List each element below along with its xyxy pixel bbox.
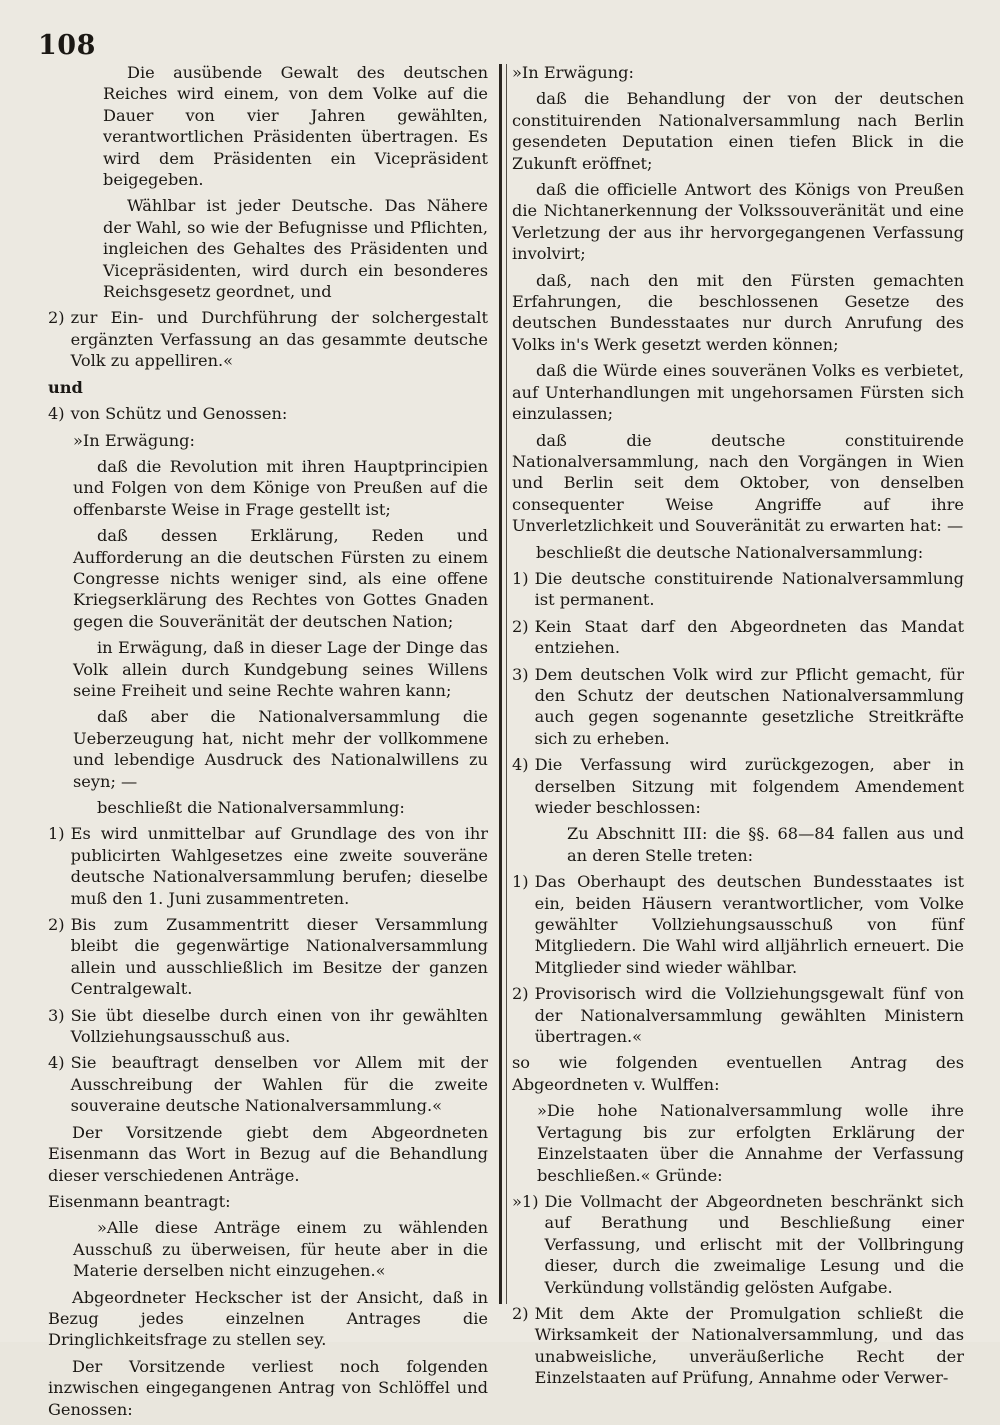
item-text: zur Ein- und Durchführung der solchergestalt ergänzten Verfassung an das gesammte deutsche Volk zu appelliren.« [70, 308, 488, 371]
numbered-item [48, 403, 488, 424]
paragraph: Eisenmann beantragt: [48, 1191, 231, 1211]
item-text: Es wird unmittelbar auf Grundlage des von ihr publicirten Wahlgesetzes eine zweite souveräne deutsche Nationalversammlung berufen; dieselbe muß den 1. Juni zusammentreten. [70, 824, 488, 908]
item-number: 1) [48, 824, 65, 844]
numbered-item [512, 1191, 964, 1298]
paragraph: Der Vorsitzende giebt dem Abgeordneten Eisenmann das Wort in Bezug auf die Behandlung dieser verschiedenen Anträge. [48, 1122, 488, 1185]
numbered-item [48, 307, 488, 371]
item-number: 2) [48, 308, 65, 328]
paragraph: Der Vorsitzende verliest noch folgenden inzwischen eingegangenen Antrag von Schlöffel und Genossen: [48, 1356, 488, 1419]
paragraph: daß aber die Nationalversammlung die Ueberzeugung hat, nicht mehr der vollkommene und lebendige Ausdruck des Nationalwillens zu seyn; — [73, 707, 488, 791]
item-text: Sie übt dieselbe durch einen von ihr gewählten Vollziehungsausschuß aus. [70, 1005, 488, 1047]
numbered-item [48, 1052, 488, 1116]
item-text: von Schütz und Genossen: [70, 404, 288, 424]
item-text: Das Oberhaupt des deutschen Bundesstaates ist ein, beiden Häusern verantwortlicher, vom Volke gewählter Vollziehungsausschuß von fünf Mitgliedern. Die Wahl wird alljährlich erneuert. Die Mitglieder sind wieder wählbar. [534, 872, 964, 977]
paragraph: Zu Abschnitt III: die §§. 68—84 fallen aus und an deren Stelle treten: [567, 824, 964, 865]
numbered-item [512, 568, 964, 611]
paragraph: »Alle diese Anträge einem zu wählenden Ausschuß zu überweisen, für heute aber in die Materie derselben nicht einzugehen.« [73, 1218, 488, 1281]
paragraph: Wählbar ist jeder Deutsche. Das Nähere der Wahl, so wie der Befugnisse und Pflichten, ingleichen des Gehaltes des Präsidenten und Vicepräsidenten, wird durch ein besonderes Reichsgesetz geordnet, und [103, 196, 488, 302]
item-number: 2) [512, 616, 529, 636]
paragraph: beschließt die Nationalversammlung: [97, 798, 405, 817]
paragraph: beschließt die deutsche Nationalversammlung: [536, 542, 924, 562]
item-text: Bis zum Zusammentritt dieser Versammlung bleibt die gegenwärtige Nationalversammlung allein und ausschließlich im Besitze der ganzen Centralgewalt. [70, 915, 488, 999]
paragraph: »In Erwägung: [73, 430, 195, 450]
item-number: 1) [512, 568, 529, 588]
item-text: Die deutsche constituirende Nationalversammlung ist permanent. [534, 568, 964, 610]
item-number: 1) [512, 872, 529, 892]
item-number: 2) [512, 984, 529, 1004]
paragraph: »Die hohe Nationalversammlung wolle ihre Vertagung bis zur erfolgten Erklärung der Einzelstaaten über die Annahme der Verfassung beschließen.« Gründe: [537, 1101, 964, 1185]
paragraph: in Erwägung, daß in dieser Lage der Dinge das Volk allein durch Kundgebung seines Willens seine Freiheit und seine Rechte wahren kann; [73, 638, 488, 700]
item-number: 4) [48, 404, 65, 424]
item-text: Provisorisch wird die Vollziehungsgewalt fünf von der Nationalversammlung gewählten Ministern übertragen.« [534, 984, 964, 1047]
paragraph: daß die Würde eines souveränen Volks es verbietet, auf Unterhandlungen mit ungehorsamen Fürsten sich einzulassen; [512, 361, 964, 424]
item-text: Die Verfassung wird zurückgezogen, aber in derselben Sitzung mit folgendem Amendement wieder beschlossen: [534, 755, 964, 817]
paragraph: daß die deutsche constituirende Nationalversammlung, nach den Vorgängen in Wien und Berlin seit dem Oktober, von denselben consequenter Weise Angriffe auf ihre Unverletzlichkeit und Souveränität zu erwarten hat: — [512, 430, 964, 536]
page-number: 108 [38, 30, 96, 61]
paragraph: daß dessen Erklärung, Reden und Aufforderung an die deutschen Fürsten zu einem Congresse nichts weniger sind, als eine offene Kriegserklärung des Rechtes von Gottes Gnaden gegen die Souveränität der deutschen Nation; [73, 526, 488, 631]
paragraph: Abgeordneter Heckscher ist der Ansicht, daß in Bezug jedes einzelnen Antrages die Dringlichkeitsfrage zu stellen sey. [48, 1287, 488, 1350]
paragraph: und [48, 377, 83, 397]
paragraph: Die ausübende Gewalt des deutschen Reiches wird einem, von dem Volke auf die Dauer von vier Jahren gewählten, verantwortlichen Präsidenten übertragen. Es wird dem Präsidenten ein Vicepräsident beigegeben. [103, 63, 488, 190]
paragraph: daß die officielle Antwort des Königs von Preußen die Nichtanerkennung der Volkssouveränität und eine Verletzung der aus ihr hervorgegangenen Verfassung involvirt; [512, 180, 964, 264]
item-number: 4) [512, 755, 529, 775]
numbered-item [512, 754, 964, 818]
item-number: »1) [512, 1191, 539, 1211]
item-number: 2) [512, 1303, 529, 1323]
numbered-item [512, 664, 964, 750]
item-number: 3) [512, 664, 529, 684]
numbered-item [512, 983, 964, 1047]
paragraph: daß die Revolution mit ihren Hauptprincipien und Folgen von dem Könige von Preußen auf die offenbarste Weise in Frage gestellt ist; [73, 456, 488, 519]
paragraph: daß die Behandlung der von der deutschen constituirenden Nationalversammlung nach Berlin gesendeten Deputation einen tiefen Blick in die Zukunft eröffnet; [512, 89, 964, 173]
numbered-item [512, 1303, 964, 1389]
item-text: Kein Staat darf den Abgeordneten das Mandat entziehen. [534, 616, 964, 658]
item-text: Dem deutschen Volk wird zur Pflicht gemacht, für den Schutz der deutschen Nationalversammlung auch gegen sogenannte gesetzliche Streitkräfte sich zu erheben. [534, 664, 964, 748]
paragraph: so wie folgenden eventuellen Antrag des Abgeordneten v. Wulffen: [512, 1053, 964, 1094]
right-column [512, 62, 964, 1394]
numbered-item [48, 1005, 488, 1048]
item-number: 4) [48, 1053, 65, 1073]
left-column [48, 62, 488, 1425]
item-text: Mit dem Akte der Promulgation schließt die Wirksamkeit der Nationalversammlung, und das unabweisliche, unveräußerliche Recht der Einzelstaaten auf Prüfung, Annahme oder Verwer- [534, 1303, 964, 1388]
numbered-item [512, 871, 964, 978]
column-divider-thin [506, 64, 507, 1304]
paragraph: daß, nach den mit den Fürsten gemachten Erfahrungen, die beschlossenen Gesetze des deutschen Bundesstaates nur durch Anrufung des Volks in's Werk gesetzt werden können; [512, 270, 964, 354]
item-text: Die Vollmacht der Abgeordneten beschränkt sich auf Berathung und Beschließung einer Verfassung, und erlischt mit der Vollbringung dieser, durch die zweimalige Lesung und die Verkündung vollständig gelösten Aufgabe. [544, 1191, 964, 1297]
paragraph: »In Erwägung: [512, 63, 634, 82]
numbered-item [48, 823, 488, 909]
item-text: Sie beauftragt denselben vor Allem mit der Ausschreibung der Wahlen für die zweite souveraine deutsche Nationalversammlung.« [70, 1053, 488, 1116]
column-divider [499, 64, 502, 1304]
item-number: 2) [48, 915, 65, 935]
item-number: 3) [48, 1005, 65, 1025]
numbered-item [512, 616, 964, 659]
numbered-item [48, 914, 488, 1000]
